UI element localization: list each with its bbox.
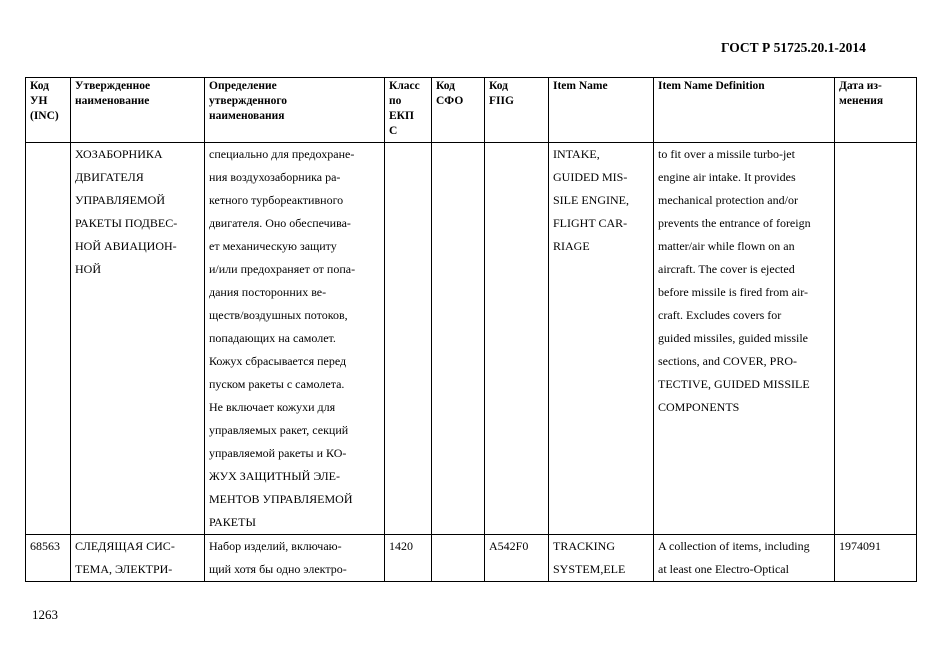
cell-line: FLIGHT CAR-	[553, 216, 628, 230]
cell-line: prevents the entrance of foreign	[658, 216, 811, 230]
column-header-sfo	[432, 78, 485, 143]
cell-line: SYSTEM,ELE	[553, 562, 626, 576]
column-header-line: Код	[489, 80, 509, 92]
cell-line: RIAGE	[553, 239, 590, 253]
cell-inc	[26, 143, 71, 535]
cell-line: 1420	[389, 539, 413, 553]
cell-date	[835, 535, 917, 582]
cell-line: INTAKE,	[553, 147, 600, 161]
column-header-item_def	[654, 78, 835, 143]
cell-line: СЛЕДЯЩАЯ СИС-	[75, 539, 175, 553]
cell-item_def	[654, 143, 835, 535]
cell-line: РАКЕТЫ	[209, 515, 256, 529]
cell-line: МЕНТОВ УПРАВЛЯЕМОЙ	[209, 492, 353, 506]
cell-line: matter/air while flown on an	[658, 239, 795, 253]
column-header-line: С	[389, 125, 398, 137]
cell-approved	[71, 143, 205, 535]
cell-ekp	[385, 143, 432, 535]
column-header-fiig	[485, 78, 549, 143]
cell-line: пуском ракеты с самолета.	[209, 377, 345, 391]
cell-line: GUIDED MIS-	[553, 170, 628, 184]
column-header-line: FIIG	[489, 95, 514, 107]
cell-line: Не включает кожухи для	[209, 400, 336, 414]
cell-line: двигателя. Оно обеспечива-	[209, 216, 351, 230]
cell-definition	[205, 143, 385, 535]
column-header-line: Дата из-	[839, 80, 882, 92]
table-body	[26, 143, 917, 582]
column-header-definition	[205, 78, 385, 143]
cell-line: УПРАВЛЯЕМОЙ	[75, 193, 165, 207]
cell-item_name	[549, 143, 654, 535]
cell-definition	[205, 535, 385, 582]
data-table	[25, 77, 917, 582]
page-number: 1263	[32, 607, 58, 622]
cell-line: aircraft. The cover is ejected	[658, 262, 795, 276]
cell-line: РАКЕТЫ ПОДВЕС-	[75, 216, 178, 230]
cell-line: дания посторонних ве-	[209, 285, 327, 299]
cell-line: Набор изделий, включаю-	[209, 539, 342, 553]
column-header-line: наименования	[209, 110, 285, 122]
column-header-item_name	[549, 78, 654, 143]
column-header-line: (INC)	[30, 110, 59, 122]
column-header-line: Код	[436, 80, 456, 92]
column-header-line: СФО	[436, 95, 464, 107]
column-header-line: менения	[839, 95, 884, 107]
cell-line: попадающих на самолет.	[209, 331, 336, 345]
cell-inc	[26, 535, 71, 582]
cell-line: кетного турбореактивного	[209, 193, 344, 207]
cell-line: COMPONENTS	[658, 400, 740, 414]
column-header-ekp	[385, 78, 432, 143]
column-header-line: Item Name Definition	[658, 80, 765, 92]
cell-line: TRACKING	[553, 539, 615, 553]
column-header-line: наименование	[75, 95, 150, 107]
cell-item_name	[549, 535, 654, 582]
table-row	[26, 143, 917, 535]
cell-line: щий хотя бы одно электро-	[209, 562, 347, 576]
cell-date	[835, 143, 917, 535]
cell-line: ЖУХ ЗАЩИТНЫЙ ЭЛЕ-	[209, 469, 340, 483]
column-header-line: Item Name	[553, 80, 608, 92]
cell-line: mechanical protection and/or	[658, 193, 798, 207]
cell-fiig	[485, 143, 549, 535]
cell-line: A collection of items, including	[658, 539, 810, 553]
cell-line: управляемой ракеты и КО-	[209, 446, 347, 460]
cell-line: управляемых ракет, секций	[209, 423, 349, 437]
column-header-line: Определение	[209, 80, 277, 92]
cell-line: 1974091	[839, 539, 881, 553]
cell-line: НОЙ АВИАЦИОН-	[75, 239, 177, 253]
cell-line: НОЙ	[75, 262, 101, 276]
cell-line: guided missiles, guided missile	[658, 331, 808, 345]
cell-line: engine air intake. It provides	[658, 170, 796, 184]
cell-line: A542F0	[489, 539, 529, 553]
column-header-line: УН	[30, 95, 48, 107]
column-header-line: по	[389, 95, 402, 107]
column-header-line: Утвержденное	[75, 80, 151, 92]
cell-approved	[71, 535, 205, 582]
cell-line: TECTIVE, GUIDED MISSILE	[658, 377, 810, 391]
cell-line: Кожух сбрасывается перед	[209, 354, 347, 368]
cell-line: to fit over a missile turbo-jet	[658, 147, 795, 161]
cell-line: ществ/воздушных потоков,	[209, 308, 348, 322]
cell-line: специально для предохране-	[209, 147, 355, 161]
cell-line: ТЕМА, ЭЛЕКТРИ-	[75, 562, 173, 576]
cell-line: ет механическую защиту	[209, 239, 337, 253]
cell-sfo	[432, 535, 485, 582]
column-header-approved	[71, 78, 205, 143]
cell-sfo	[432, 143, 485, 535]
table-header-row	[26, 78, 917, 143]
cell-line: ДВИГАТЕЛЯ	[75, 170, 144, 184]
cell-line: и/или предохраняет от попа-	[209, 262, 356, 276]
cell-line: ния воздухозаборника ра-	[209, 170, 341, 184]
column-header-line: утвержденного	[209, 95, 288, 107]
table-row	[26, 535, 917, 582]
cell-item_def	[654, 535, 835, 582]
cell-line: craft. Excludes covers for	[658, 308, 782, 322]
cell-line: ХОЗАБОРНИКА	[75, 147, 163, 161]
column-header-line: Класс	[389, 80, 420, 92]
column-header-date	[835, 78, 917, 143]
cell-line: before missile is fired from air-	[658, 285, 809, 299]
cell-line: SILE ENGINE,	[553, 193, 629, 207]
column-header-line: Код	[30, 80, 50, 92]
cell-fiig	[485, 535, 549, 582]
cell-line: at least one Electro-Optical	[658, 562, 789, 576]
document-code: ГОСТ Р 51725.20.1-2014	[721, 40, 866, 55]
cell-line: sections, and COVER, PRO-	[658, 354, 797, 368]
column-header-line: ЕКП	[389, 110, 414, 122]
cell-line: 68563	[30, 539, 60, 553]
column-header-inc	[26, 78, 71, 143]
cell-ekp	[385, 535, 432, 582]
